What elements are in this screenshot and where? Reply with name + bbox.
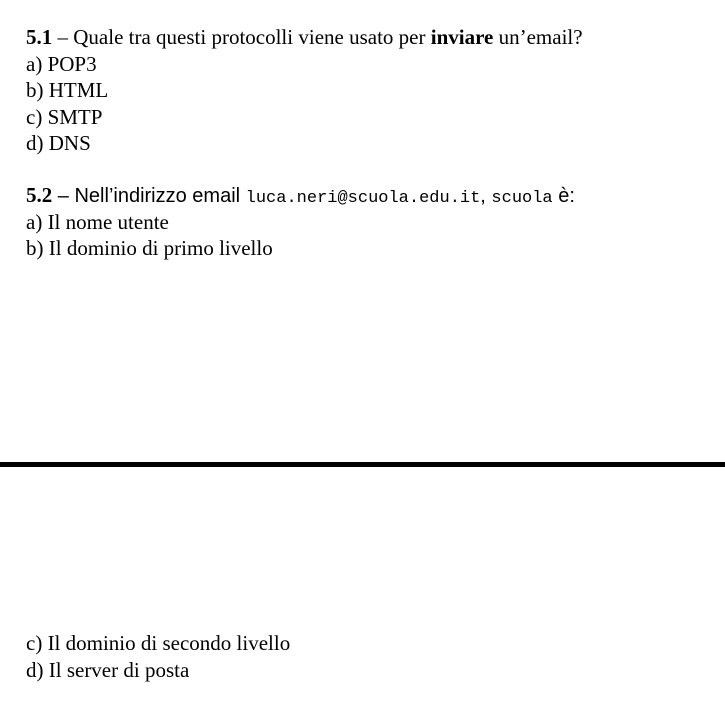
question-5-2-suffix: è: (552, 185, 575, 207)
question-5-2-continued (26, 630, 290, 683)
question-5-1-emphasis: inviare (430, 25, 494, 49)
question-5-1-number: 5.1 (26, 25, 53, 49)
page-break-divider (0, 462, 725, 467)
question-5-2-prefix: – Nell’indirizzo email (52, 185, 246, 207)
option-b: b) Il dominio di primo livello (26, 236, 273, 260)
option-c: c) SMTP (26, 104, 103, 129)
question-5-1-suffix: un’email? (493, 25, 583, 49)
email-address-code: luca.neri@scuola.edu.it (245, 189, 481, 208)
option-b: b) HTML (26, 78, 109, 102)
option-a: a) Il nome utente (26, 209, 169, 234)
question-5-1-prefix: – Quale tra questi protocolli viene usato per (52, 25, 431, 49)
question-5-2 (26, 182, 575, 262)
option-d: d) DNS (26, 131, 91, 155)
question-5-2-text (26, 182, 575, 209)
option-a: a) POP3 (26, 51, 97, 76)
option-c: c) Il dominio di secondo livello (26, 631, 291, 655)
domain-term-code: scuola (491, 189, 553, 208)
question-5-2-comma: , (480, 185, 492, 207)
question-5-2-number: 5.2 (26, 183, 53, 207)
option-d: d) Il server di posta (26, 657, 190, 682)
question-5-1 (26, 24, 583, 157)
question-5-1-text (26, 24, 583, 51)
